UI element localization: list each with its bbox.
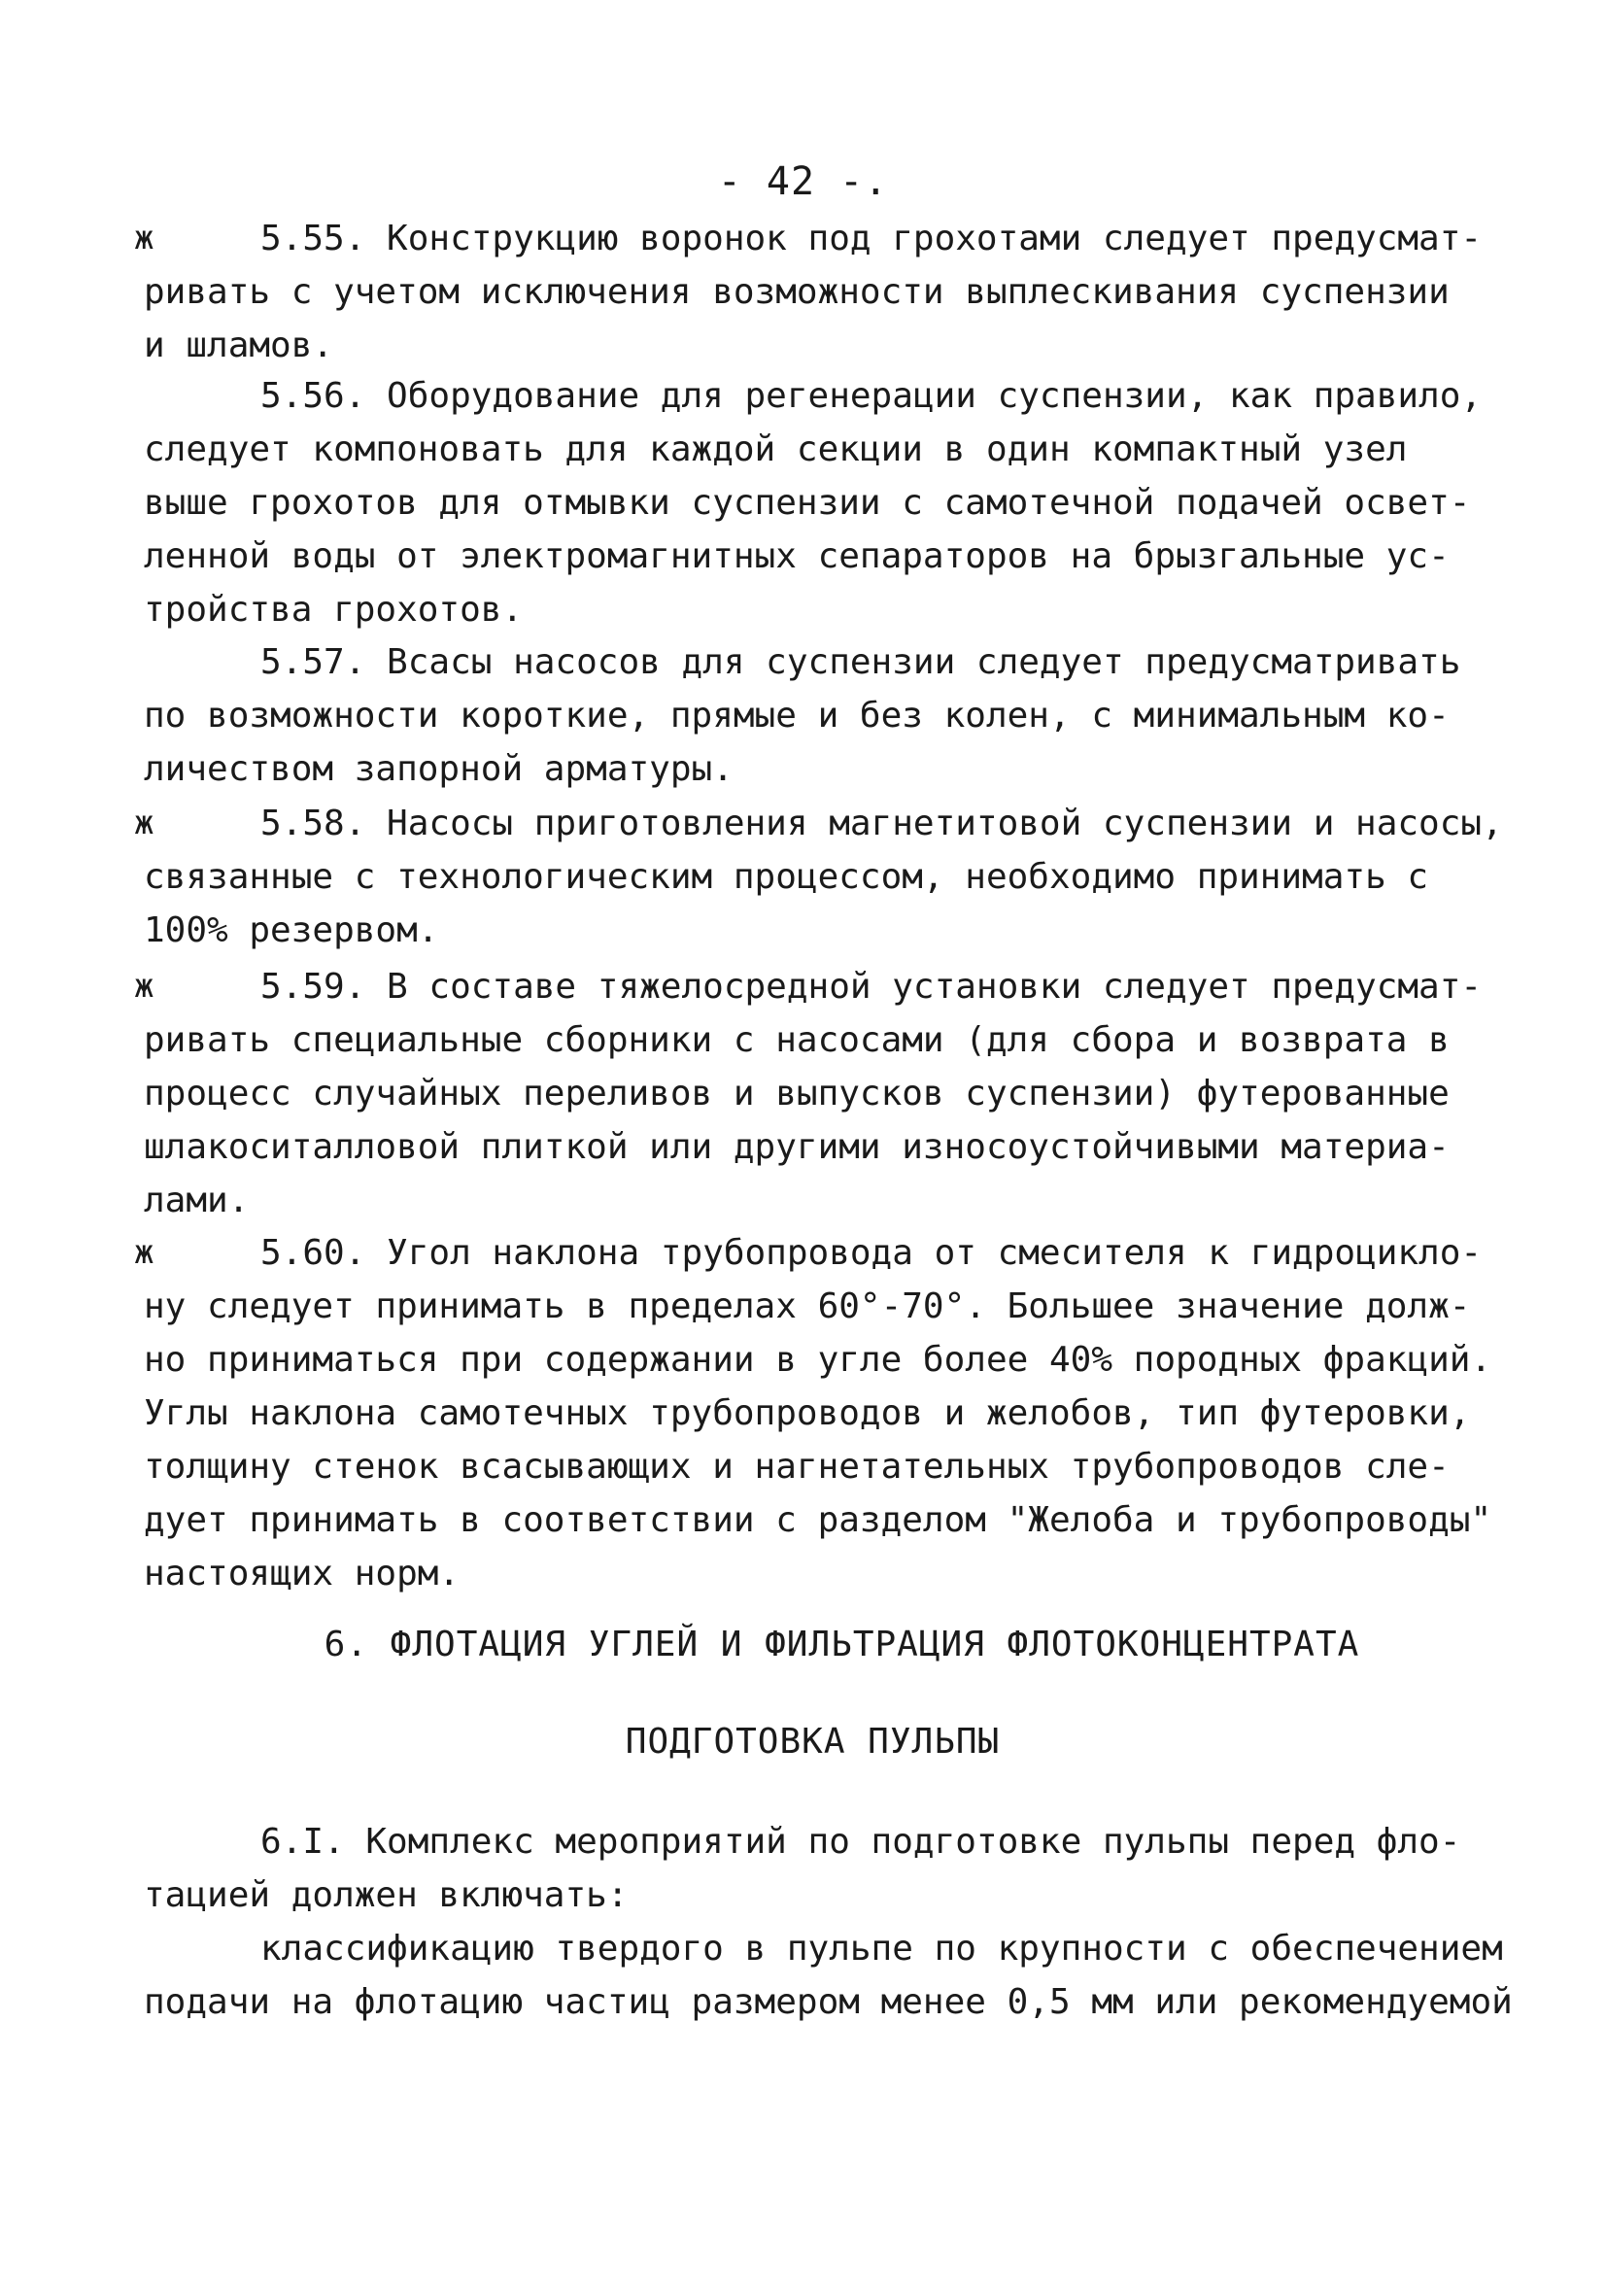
text-line: 5.59. В составе тяжелосредной установки следует предусмат- — [260, 967, 1483, 1007]
text-line: ривать с учетом исключения возможности выплескивания суспензии — [144, 272, 1450, 312]
text-line: выше грохотов для отмывки суспензии с самотечной подачей освет- — [144, 483, 1471, 523]
page-number: - 42 -. — [717, 159, 889, 204]
paragraph-5-56 — [144, 369, 1483, 636]
text-line: настоящих норм. — [144, 1554, 461, 1593]
text-line: дует принимать в соответствии с разделом "Желоба и трубопроводы" — [144, 1500, 1492, 1540]
text-line: следует компоновать для каждой секции в один компактный узел — [144, 429, 1408, 469]
paragraph-classification — [144, 1922, 1513, 2029]
text-line: ну следует принимать в пределах 60°-70°. Большее значение долж- — [144, 1286, 1471, 1326]
text-line: Углы наклона самотечных трубопроводов и желобов, тип футеровки, — [144, 1393, 1471, 1433]
text-line: 100% резервом. — [144, 910, 439, 950]
text-line: и шламов. — [144, 326, 334, 365]
text-line: толщину стенок всасывающих и нагнетательных трубопроводов сле- — [144, 1447, 1450, 1487]
text-line: по возможности короткие, прямые и без колен, с минимальным ко- — [144, 696, 1450, 736]
text-line: подачи на флотацию частиц размером менее 0,5 мм или рекомендуемой — [144, 1982, 1513, 2022]
text-line: 5.56. Оборудование для регенерации суспензии, как правило, — [260, 376, 1483, 416]
text-line: классификацию твердого в пульпе по крупности с обеспечением — [260, 1929, 1503, 1969]
text-line: процесс случайных переливов и выпусков суспензии) футерованные — [144, 1074, 1450, 1114]
paragraph-6-1 — [144, 1815, 1461, 1922]
text-line: 5.57. Всасы насосов для суспензии следует предусматривать — [260, 642, 1461, 682]
paragraph-marker: ж — [134, 967, 154, 1006]
text-line: 5.58. Насосы приготовления магнетитовой суспензии и насосы, — [260, 804, 1503, 843]
text-line: тацией должен включать: — [144, 1875, 629, 1915]
paragraph-5-55 — [134, 212, 1483, 372]
paragraph-5-59 — [134, 960, 1483, 1227]
text-line: 6.I. Комплекс мероприятий по подготовке пульпы перед фло- — [260, 1822, 1461, 1862]
text-line: тройства грохотов. — [144, 590, 524, 630]
paragraph-5-58 — [134, 797, 1503, 957]
text-line: но приниматься при содержании в угле более 40% породных фракций. — [144, 1340, 1492, 1380]
subsection-heading: ПОДГОТОВКА ПУЛЬПЫ — [625, 1722, 1001, 1762]
text-line: 5.55. Конструкцию воронок под грохотами следует предусмат- — [260, 219, 1483, 258]
text-line: шлакоситалловой плиткой или другими износоустойчивыми материа- — [144, 1127, 1450, 1167]
section-heading: 6. ФЛОТАЦИЯ УГЛЕЙ И ФИЛЬТРАЦИЯ ФЛОТОКОНЦЕНТРАТА — [324, 1625, 1360, 1664]
paragraph-5-57 — [144, 635, 1461, 796]
paragraph-5-60 — [134, 1226, 1492, 1600]
paragraph-marker: ж — [134, 804, 154, 842]
text-line: 5.60. Угол наклона трубопровода от смесителя к гидроциклo- — [260, 1233, 1483, 1273]
text-line: личеством запорной арматуры. — [144, 749, 734, 789]
paragraph-marker: ж — [134, 1233, 154, 1272]
text-line: лами. — [144, 1181, 250, 1220]
text-line: ривать специальные сборники с насосами (для сбора и возврата в — [144, 1020, 1450, 1060]
paragraph-marker: ж — [134, 219, 154, 257]
text-line: связанные с технологическим процессом, необходимо принимать с — [144, 857, 1429, 897]
text-line: ленной воды от электромагнитных сепараторов на брызгальные ус- — [144, 536, 1450, 576]
